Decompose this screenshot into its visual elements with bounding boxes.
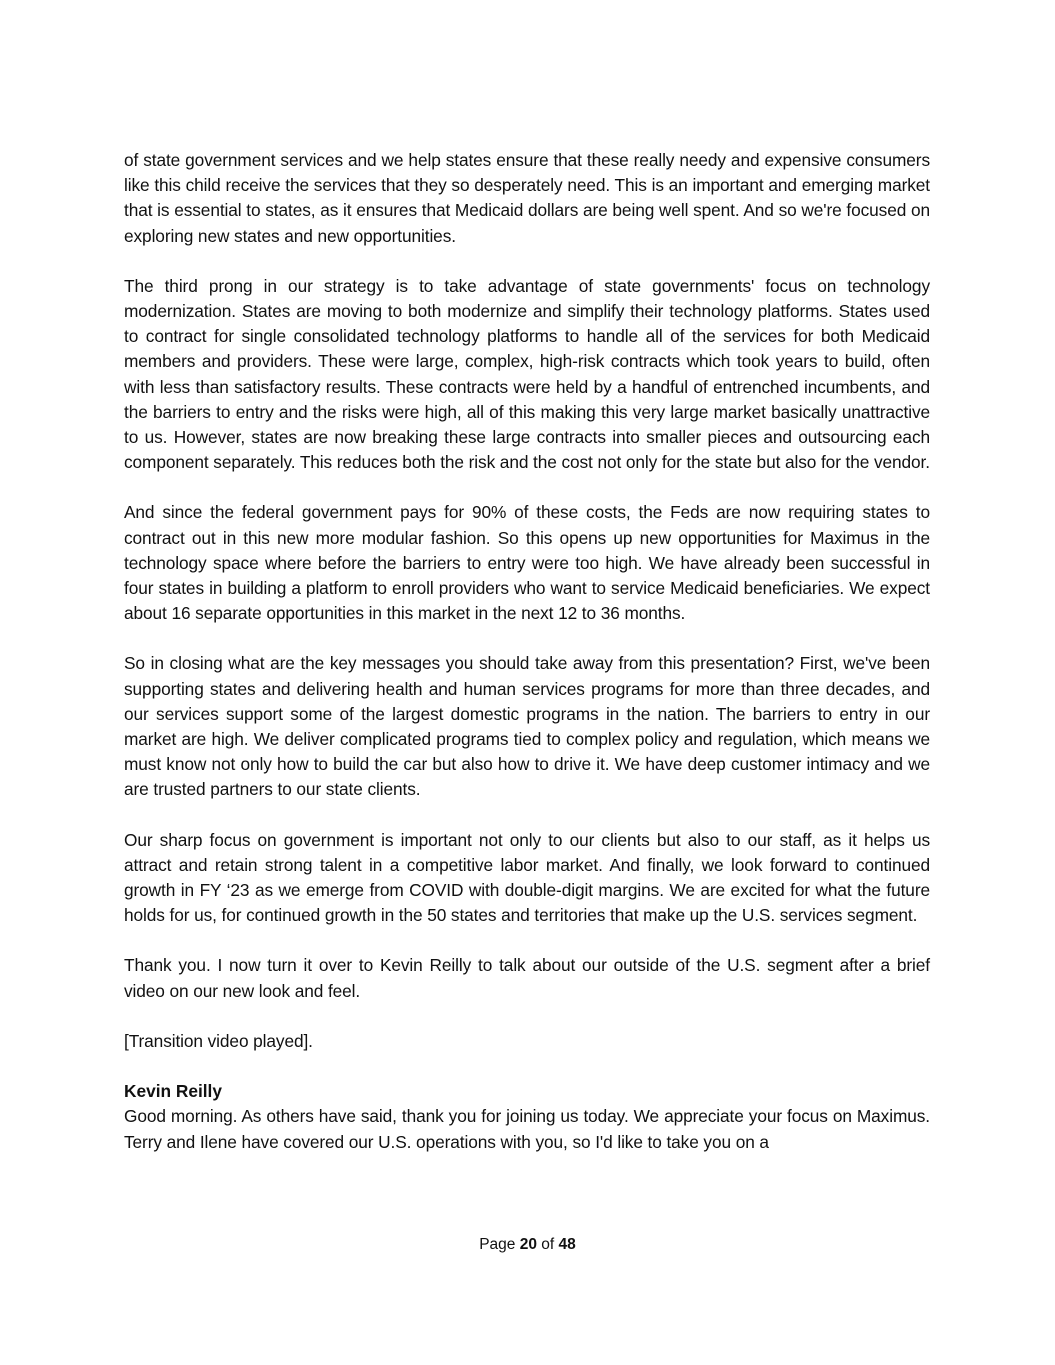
page-body — [124, 148, 930, 1155]
speaker-name: Kevin Reilly — [124, 1081, 222, 1102]
paragraph: And since the federal government pays for 90% of these costs, the Feds are now requiring states to contract out in this new more modular fashion. So this opens up new opportunities for Maximus in the technology space where before the barriers to entry were too high. We have already been successful in four states in building a platform to enroll providers who want to service Medicaid beneficiaries. We expect about 16 separate opportunities in this market in the next 12 to 36 months. — [124, 502, 930, 624]
paragraph: Our sharp focus on government is important not only to our clients but also to our staff, as it helps us attract and retain strong talent in a competitive labor market. And finally, we look forward to continued growth in FY ‘23 as we emerge from COVID with double-digit margins. We are excited for what the future holds for us, for continued growth in the 50 states and territories that make up the U.S. services segment. — [124, 829, 930, 926]
paragraph: of state government services and we help states ensure that these really needy and expensive consumers like this child receive the services that they so desperately need. This is an important and emerging market that is essential to states, as it ensures that Medicaid dollars are being well spent. And so we're focused on exploring new states and new opportunities. — [124, 150, 930, 246]
paragraph: So in closing what are the key messages you should take away from this presentation? First, we've been supporting states and delivering health and human services programs for more than three decades, and our services support some of the largest domestic programs in the nation. The barriers to entry in our market are high. We deliver complicated programs tied to complex policy and regulation, which means we must know not only how to build the car but also how to drive it. We have deep customer intimacy and we are trusted partners to our state clients. — [124, 653, 930, 800]
of-word: of — [541, 1236, 555, 1253]
paragraph: The third prong in our strategy is to take advantage of state governments' focus on technology modernization. States are moving to both modernize and simplify their technology platforms. States used to contract for single consolidated technology platforms to handle all of the services for both Medicaid members and providers. These were large, complex, high-risk contracts which took years to build, often with less than satisfactory results. These contracts were held by a handful of entrenched incumbents, and the barriers to entry and the risks were high, all of this making this very large market basically unattractive to us. However, states are now breaking these large contracts into smaller pieces and outsourcing each component separately. This reduces both the risk and the cost not only for the state but also for the vendor. — [124, 275, 930, 473]
speaker-text: Good morning. As others have said, thank you for joining us today. We appreciate your focus on Maximus. Terry and Ilene have covered our U.S. operations with you, so I'd like to take you on a — [124, 1106, 930, 1152]
page-number: 20 — [519, 1236, 537, 1253]
page-footer — [0, 1235, 1055, 1255]
page-word: Page — [479, 1236, 516, 1253]
total-pages: 48 — [558, 1236, 576, 1253]
paragraph: Thank you. I now turn it over to Kevin Reilly to talk about our outside of the U.S. segment after a brief video on our new look and feel. — [124, 955, 930, 1001]
paragraph: [Transition video played]. — [124, 1030, 313, 1051]
